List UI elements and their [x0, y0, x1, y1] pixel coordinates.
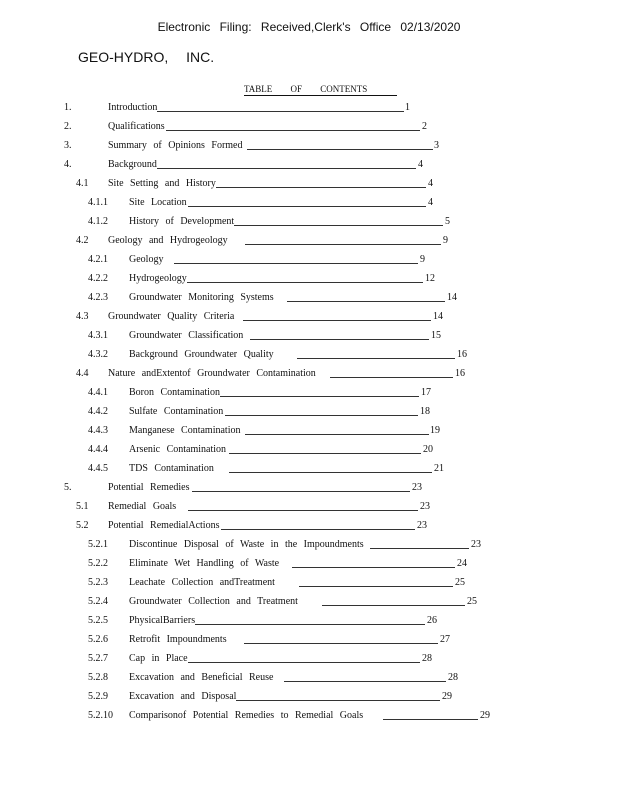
toc-entry-number: 4.4.2	[88, 406, 108, 417]
toc-entry-page: 20	[423, 444, 433, 455]
toc-entry-number: 4.3.1	[88, 330, 108, 341]
toc-entry-title[interactable]: TDS Contamination	[129, 459, 214, 478]
toc-entry[interactable]	[0, 98, 618, 117]
toc-entry-number: 4.4.4	[88, 444, 108, 455]
toc-entry-page: 29	[480, 710, 490, 721]
toc-entry[interactable]	[0, 459, 618, 478]
toc-entry-number: 5.2.8	[88, 672, 108, 683]
toc-leader-line	[188, 206, 426, 207]
toc-entry-page: 9	[420, 254, 425, 265]
toc-leader-line	[297, 358, 455, 359]
toc-entry-title[interactable]: Leachate Collection andTreatment	[129, 573, 275, 592]
toc-entry[interactable]	[0, 155, 618, 174]
toc-entry-number: 4.2	[76, 235, 89, 246]
toc-entry[interactable]	[0, 364, 618, 383]
toc-entry-number: 5.	[64, 482, 72, 493]
toc-entry-number: 4.2.2	[88, 273, 108, 284]
toc-entry-page: 21	[434, 463, 444, 474]
toc-entry-title[interactable]: Potential Remedies	[108, 478, 190, 497]
toc-entry[interactable]	[0, 345, 618, 364]
toc-entry-number: 4.4	[76, 368, 89, 379]
toc-entry[interactable]	[0, 326, 618, 345]
toc-entry-number: 4.	[64, 159, 72, 170]
toc-entry[interactable]	[0, 440, 618, 459]
toc-entry[interactable]	[0, 269, 618, 288]
toc-entry[interactable]	[0, 288, 618, 307]
toc-entry-title[interactable]: Potential RemedialActions	[108, 516, 219, 535]
toc-entry-title[interactable]: Site Location	[129, 193, 187, 212]
toc-leader-line	[193, 624, 425, 625]
toc-entry-number: 4.4.1	[88, 387, 108, 398]
toc-leader-line	[370, 548, 469, 549]
toc-entry[interactable]	[0, 554, 618, 573]
toc-entry-page: 23	[417, 520, 427, 531]
toc-entry[interactable]	[0, 136, 618, 155]
toc-leader-line	[245, 434, 429, 435]
toc-leader-line	[216, 187, 426, 188]
toc-entry-number: 4.3.2	[88, 349, 108, 360]
toc-entry-title[interactable]: Groundwater Quality Criteria	[108, 307, 234, 326]
toc-leader-line	[284, 681, 446, 682]
toc-entry-page: 3	[434, 140, 439, 151]
toc-leader-line	[187, 662, 420, 663]
toc-entry-title[interactable]: Groundwater Monitoring Systems	[129, 288, 274, 307]
toc-entry-title[interactable]: Groundwater Classification	[129, 326, 243, 345]
toc-entry-page: 25	[455, 577, 465, 588]
toc-entry-page: 4	[428, 178, 433, 189]
toc-entry-page: 26	[427, 615, 437, 626]
toc-entry-title[interactable]: Background	[108, 155, 157, 174]
toc-leader-line	[330, 377, 453, 378]
toc-entry-title[interactable]: Background Groundwater Quality	[129, 345, 274, 364]
toc-list	[0, 98, 618, 725]
toc-entry-title[interactable]: Introduction	[108, 98, 157, 117]
toc-entry-number: 4.4.3	[88, 425, 108, 436]
toc-leader-line	[287, 301, 445, 302]
toc-entry[interactable]	[0, 497, 618, 516]
toc-entry-page: 14	[433, 311, 443, 322]
toc-entry-title[interactable]: Sulfate Contamination	[129, 402, 223, 421]
toc-entry-title[interactable]: Cap in Place	[129, 649, 188, 668]
filing-stamp: Electronic Filing: Received,Clerk's Office 02/13/2020	[157, 20, 461, 34]
toc-entry[interactable]	[0, 478, 618, 497]
toc-entry-number: 4.2.3	[88, 292, 108, 303]
toc-entry-page: 28	[448, 672, 458, 683]
toc-entry-title[interactable]: Arsenic Contamination	[129, 440, 226, 459]
toc-entry[interactable]	[0, 231, 618, 250]
toc-leader-line	[221, 529, 415, 530]
toc-entry-title[interactable]: Excavation and Beneficial Reuse	[129, 668, 273, 687]
toc-leader-line	[250, 339, 429, 340]
toc-entry-number: 5.2.1	[88, 539, 108, 550]
toc-entry-number: 2.	[64, 121, 72, 132]
toc-entry[interactable]	[0, 383, 618, 402]
toc-leader-line	[174, 282, 423, 283]
toc-entry[interactable]	[0, 592, 618, 611]
toc-entry-title[interactable]: Boron Contamination	[129, 383, 220, 402]
toc-entry-number: 4.1	[76, 178, 89, 189]
toc-entry-page: 17	[421, 387, 431, 398]
toc-leader-line	[229, 472, 432, 473]
toc-entry[interactable]	[0, 630, 618, 649]
toc-entry-number: 4.4.5	[88, 463, 108, 474]
toc-entry-number: 5.2.5	[88, 615, 108, 626]
toc-entry-page: 12	[425, 273, 435, 284]
toc-entry[interactable]	[0, 174, 618, 193]
toc-entry-number: 5.2.7	[88, 653, 108, 664]
toc-leader-line	[174, 263, 418, 264]
toc-entry[interactable]	[0, 687, 618, 706]
toc-leader-line	[292, 567, 455, 568]
toc-leader-line	[156, 168, 416, 169]
toc-entry-title[interactable]: Excavation and Disposal	[129, 687, 236, 706]
toc-entry-number: 4.3	[76, 311, 89, 322]
toc-entry-title[interactable]: Hydrogeology	[129, 269, 187, 288]
toc-entry-title[interactable]: Eliminate Wet Handling of Waste	[129, 554, 279, 573]
toc-leader-line	[207, 700, 440, 701]
toc-entry-title[interactable]: Comparisonof Potential Remedies to Remedial Goals	[129, 706, 363, 725]
toc-entry[interactable]	[0, 250, 618, 269]
toc-leader-line	[188, 510, 418, 511]
toc-entry[interactable]	[0, 421, 618, 440]
toc-entry-page: 4	[418, 159, 423, 170]
toc-entry[interactable]	[0, 706, 618, 725]
toc-entry-page: 9	[443, 235, 448, 246]
toc-leader-line	[220, 396, 419, 397]
toc-entry[interactable]	[0, 516, 618, 535]
toc-title: TABLE OF CONTENTS	[244, 84, 397, 96]
toc-entry[interactable]	[0, 535, 618, 554]
toc-entry-page: 24	[457, 558, 467, 569]
toc-entry-number: 3.	[64, 140, 72, 151]
toc-entry-number: 5.2.3	[88, 577, 108, 588]
toc-entry-number: 4.1.1	[88, 197, 108, 208]
company-name: GEO-HYDRO, INC.	[78, 49, 215, 65]
toc-entry-number: 1.	[64, 102, 72, 113]
toc-entry-title[interactable]: Summary of Opinions Formed	[108, 136, 243, 155]
toc-leader-line	[229, 453, 421, 454]
toc-entry-page: 2	[422, 121, 427, 132]
toc-entry-page: 16	[455, 368, 465, 379]
toc-entry-number: 5.2.4	[88, 596, 108, 607]
toc-entry-title[interactable]: Geology and Hydrogeology	[108, 231, 228, 250]
toc-leader-line	[234, 225, 443, 226]
toc-entry[interactable]	[0, 611, 618, 630]
toc-entry-title[interactable]: History of Development	[129, 212, 234, 231]
toc-leader-line	[225, 415, 418, 416]
toc-entry-page: 23	[471, 539, 481, 550]
toc-entry-number: 5.1	[76, 501, 89, 512]
toc-entry-page: 18	[420, 406, 430, 417]
toc-entry-page: 19	[430, 425, 440, 436]
toc-entry[interactable]	[0, 212, 618, 231]
toc-entry-page: 5	[445, 216, 450, 227]
toc-entry[interactable]	[0, 117, 618, 136]
toc-entry[interactable]	[0, 193, 618, 212]
toc-entry-title[interactable]: Manganese Contamination	[129, 421, 240, 440]
toc-leader-line	[299, 586, 453, 587]
toc-entry-title[interactable]: Remedial Goals	[108, 497, 176, 516]
toc-leader-line	[247, 149, 433, 150]
toc-entry[interactable]	[0, 402, 618, 421]
toc-entry-title[interactable]: PhysicalBarriers	[129, 611, 195, 630]
toc-entry-title[interactable]: Groundwater Collection and Treatment	[129, 592, 298, 611]
toc-entry-number: 4.1.2	[88, 216, 108, 227]
toc-entry[interactable]	[0, 307, 618, 326]
toc-leader-line	[192, 491, 410, 492]
toc-entry-number: 5.2.9	[88, 691, 108, 702]
toc-entry-title[interactable]: Nature andExtentof Groundwater Contamination	[108, 364, 316, 383]
toc-entry-number: 4.2.1	[88, 254, 108, 265]
toc-entry-page: 23	[412, 482, 422, 493]
toc-entry[interactable]	[0, 649, 618, 668]
toc-entry-number: 5.2.2	[88, 558, 108, 569]
toc-entry-page: 29	[442, 691, 452, 702]
toc-leader-line	[322, 605, 465, 606]
toc-entry[interactable]	[0, 573, 618, 592]
toc-leader-line	[156, 111, 404, 112]
toc-entry-number: 5.2.10	[88, 710, 113, 721]
toc-entry-page: 1	[405, 102, 410, 113]
toc-entry-page: 15	[431, 330, 441, 341]
toc-entry-page: 25	[467, 596, 477, 607]
toc-entry-page: 27	[440, 634, 450, 645]
toc-entry-page: 14	[447, 292, 457, 303]
toc-entry[interactable]	[0, 668, 618, 687]
toc-entry-number: 5.2	[76, 520, 89, 531]
toc-entry-title[interactable]: Geology	[129, 250, 163, 269]
toc-leader-line	[166, 130, 420, 131]
toc-entry-page: 4	[428, 197, 433, 208]
toc-leader-line	[245, 244, 441, 245]
toc-entry-page: 28	[422, 653, 432, 664]
toc-entry-title[interactable]: Site Setting and History	[108, 174, 216, 193]
toc-leader-line	[383, 719, 478, 720]
toc-entry-page: 16	[457, 349, 467, 360]
toc-entry-page: 23	[420, 501, 430, 512]
toc-entry-title[interactable]: Discontinue Disposal of Waste in the Impoundments	[129, 535, 364, 554]
toc-entry-number: 5.2.6	[88, 634, 108, 645]
toc-entry-title[interactable]: Qualifications	[108, 117, 165, 136]
toc-leader-line	[243, 320, 431, 321]
toc-entry-title[interactable]: Retrofit Impoundments	[129, 630, 227, 649]
toc-leader-line	[244, 643, 438, 644]
